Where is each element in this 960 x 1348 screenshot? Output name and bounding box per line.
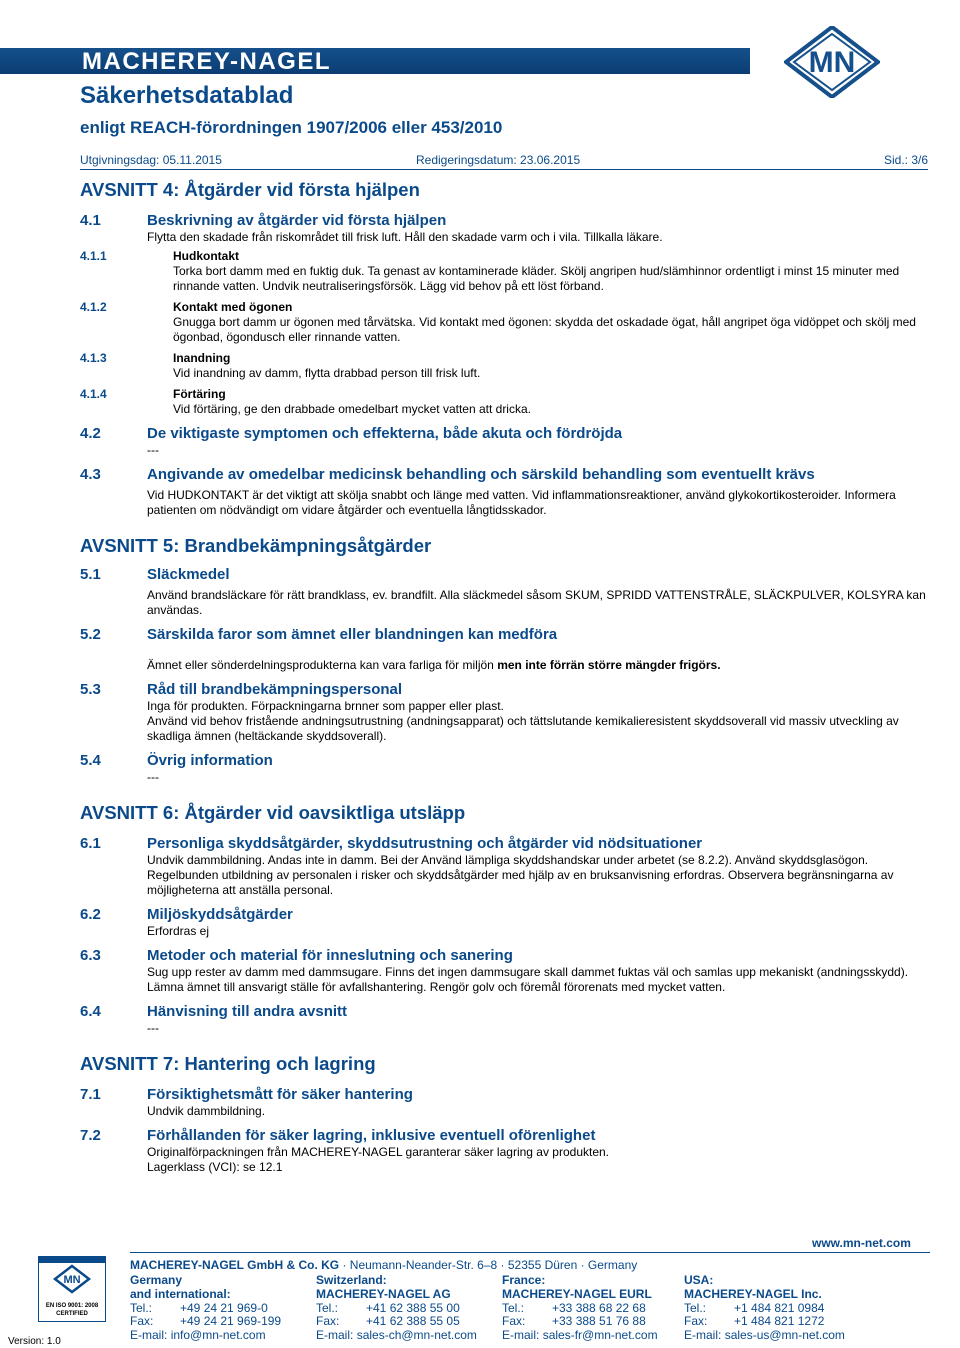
- section-text: Sug upp rester av damm med dammsugare. Finns det ingen dammsugare skall dammet fuktas väl och samlas upp mekaniskt (andningsskydd). Lämna ämnet till ansvarigt ställe för avfallshantering. Rengör golv och föremål förorenats med mycket vatten.: [147, 965, 909, 994]
- section-5-2: [80, 626, 928, 673]
- company-street: · Neumann-Neander-Str. 6–8 · 52355 Düren · Germany: [339, 1258, 638, 1272]
- section-text: Flytta den skadade från riskområdet till frisk luft. Håll den skadade varm och i vila. Tillkalla läkare.: [147, 230, 663, 244]
- section-title: Hänvisning till andra avsnitt: [147, 1003, 348, 1020]
- fax-value: +1 484 821 1272: [734, 1314, 825, 1329]
- fax-label: Fax:: [684, 1314, 708, 1329]
- page-number: Sid.: 3/6: [883, 153, 928, 167]
- email-link[interactable]: info@mn-net.com: [170, 1328, 266, 1343]
- section-number: 4.1: [80, 212, 101, 229]
- section-number: 6.2: [80, 906, 101, 923]
- fax-value: +33 388 51 76 88: [552, 1314, 646, 1329]
- company-name: MACHEREY-NAGEL GmbH & Co. KG: [130, 1258, 340, 1272]
- section-6-2: [80, 906, 928, 939]
- phone-value: +49 24 21 969-0: [180, 1300, 268, 1315]
- section-5-3: [80, 681, 928, 744]
- section-number: 7.1: [80, 1086, 101, 1103]
- document-subtitle: enligt REACH-förordningen 1907/2006 eller 453/2010: [80, 118, 503, 137]
- section-title: Övrig information: [147, 752, 273, 769]
- fax-value: +49 24 21 969-199: [180, 1314, 282, 1329]
- contact-subheading: MACHEREY-NAGEL Inc.: [684, 1286, 822, 1301]
- document-title: Säkerhetsdatablad: [80, 82, 294, 109]
- section-5-4: [80, 752, 928, 785]
- section-6-3: [80, 947, 928, 995]
- section-number: 6.4: [80, 1003, 101, 1020]
- section-number: 6.3: [80, 947, 101, 964]
- section-number: 4.2: [80, 425, 101, 442]
- subsection-title: Förtäring: [173, 387, 226, 401]
- section-number: 5.1: [80, 566, 101, 583]
- section-text: Lagerklass (VCI): se 12.1: [147, 1160, 283, 1174]
- brand-band: [0, 48, 750, 74]
- contact-subheading: and international:: [130, 1286, 231, 1301]
- section-6-4: [80, 1003, 928, 1036]
- contact-subheading: MACHEREY-NAGEL EURL: [502, 1286, 652, 1301]
- subsection-text: Vid inandning av damm, flytta drabbad person till frisk luft.: [173, 366, 481, 380]
- section-7-2: [80, 1127, 928, 1175]
- contact-email: [130, 1329, 281, 1343]
- section-text: Vid HUDKONTAKT är det viktigt att skölja snabbt och länge med vatten. Vid inflammationsreaktioner, använd glykokortikosteroider. Informera patienten om nödvändigt om vidare åtgärder och eventuella långtidsskador.: [147, 488, 896, 517]
- contact-heading: Switzerland:: [316, 1273, 387, 1287]
- section-number: 5.4: [80, 752, 101, 769]
- section-text: ---: [147, 770, 159, 784]
- section-4-3: [80, 466, 928, 518]
- iso-certificate-badge: [38, 1256, 106, 1322]
- section-number: 4.3: [80, 466, 101, 483]
- email-label: E-mail:: [130, 1328, 168, 1343]
- contact-phone: [130, 1302, 281, 1316]
- section-text: [147, 658, 928, 673]
- subsection-text: Gnugga bort damm ur ögonen med tårvätska. Vid kontakt med ögonen: skydda det oskadade ögat, håll angripet öga vidöppet och skölj med ögonbad, ögondusch eller rinnande vatten.: [173, 315, 916, 344]
- section-7-heading: AVSNITT 7: Hantering och lagring: [80, 1053, 376, 1074]
- version-label: Version: 1.0: [8, 1336, 61, 1347]
- phone-label: Tel.:: [130, 1300, 153, 1315]
- section-text: Erfordras ej: [147, 924, 210, 938]
- section-7-1: [80, 1086, 928, 1119]
- subsection-title: Kontakt med ögonen: [173, 300, 293, 314]
- contact-fax: [130, 1315, 281, 1329]
- contact-heading: Germany: [130, 1273, 183, 1287]
- phone-label: Tel.:: [316, 1300, 339, 1315]
- section-title: Angivande av omedelbar medicinsk behandling och särskild behandling som eventuellt krävs: [147, 466, 815, 483]
- section-title: Miljöskyddsåtgärder: [147, 906, 293, 923]
- fax-label: Fax:: [316, 1314, 340, 1329]
- contact-email: [316, 1329, 477, 1343]
- section-number: 6.1: [80, 835, 101, 852]
- subsection-title: Hudkontakt: [173, 249, 239, 263]
- email-link[interactable]: sales-ch@mn-net.com: [356, 1328, 477, 1343]
- section-text: Undvik dammbildning.: [147, 1104, 266, 1118]
- section-4-1-1: [80, 249, 928, 294]
- section-number: 5.3: [80, 681, 101, 698]
- fax-value: +41 62 388 55 05: [366, 1314, 460, 1329]
- section-title: Försiktighetsmått för säker hantering: [147, 1086, 413, 1103]
- section-text: ---: [147, 443, 159, 457]
- section-4-1-4: [80, 387, 928, 417]
- section-text: Använd brandsläckare för rätt brandklass, ev. brandfilt. Alla släckmedel såsom SKUM, SPRIDD VATTENSTRÅLE, SLÄCKPULVER, KOLSYRA kan användas.: [147, 588, 926, 617]
- section-text-regular: Ämnet eller sönderdelningsprodukterna kan vara farliga för miljön: [147, 658, 498, 672]
- phone-value: +1 484 821 0984: [734, 1300, 825, 1315]
- contact-germany: [130, 1274, 281, 1343]
- subsection-number: 4.1.2: [80, 300, 107, 314]
- section-text: Originalförpackningen från MACHEREY-NAGEL garanterar säker lagring av produkten.: [147, 1145, 610, 1159]
- contact-fax: [502, 1315, 658, 1329]
- phone-label: Tel.:: [502, 1300, 525, 1315]
- fax-label: Fax:: [130, 1314, 154, 1329]
- certificate-logo-text: MN: [63, 1274, 81, 1286]
- section-title: Personliga skyddsåtgärder, skyddsutrustning och åtgärder vid nödsituationer: [147, 835, 703, 852]
- certificate-text: [39, 1302, 105, 1318]
- email-link[interactable]: sales-fr@mn-net.com: [542, 1328, 658, 1343]
- certificate-logo-icon: [39, 1257, 105, 1297]
- section-title: Beskrivning av åtgärder vid första hjälpen: [147, 212, 447, 229]
- email-label: E-mail:: [316, 1328, 354, 1343]
- email-label: E-mail:: [502, 1328, 540, 1343]
- mn-logo-icon: [784, 26, 880, 98]
- email-link[interactable]: sales-us@mn-net.com: [724, 1328, 845, 1343]
- contact-france: [502, 1274, 658, 1343]
- brand-name: MACHEREY-NAGEL: [82, 48, 332, 75]
- section-4-1-2: [80, 300, 928, 345]
- subsection-number: 4.1.4: [80, 387, 107, 401]
- email-label: E-mail:: [684, 1328, 722, 1343]
- contact-fax: [316, 1315, 477, 1329]
- section-text: Inga för produkten. Förpackningarna brnner som papper eller plast.: [147, 699, 504, 713]
- section-title: Förhållanden för säker lagring, inklusive eventuell oförenlighet: [147, 1127, 596, 1144]
- contact-subheading: MACHEREY-NAGEL AG: [316, 1286, 451, 1301]
- company-address: [130, 1258, 637, 1272]
- contact-heading: USA:: [684, 1273, 714, 1287]
- subsection-number: 4.1.3: [80, 351, 107, 365]
- section-text-bold: men inte förrän större mängder frigörs.: [497, 658, 721, 672]
- certificate-label: CERTIFIED: [56, 1311, 88, 1317]
- section-5-heading: AVSNITT 5: Brandbekämpningsåtgärder: [80, 535, 432, 556]
- issue-date: Utgivningsdag: 05.11.2015: [80, 153, 222, 167]
- revision-date: Redigeringsdatum: 23.06.2015: [416, 153, 581, 167]
- contact-fax: [684, 1315, 845, 1329]
- footer: [0, 1236, 960, 1348]
- document-body: [80, 178, 928, 1175]
- contact-heading: France:: [502, 1273, 546, 1287]
- logo-text: MN: [808, 46, 856, 79]
- subsection-text: Torka bort damm med en fuktig duk. Ta genast av kontaminerade kläder. Skölj angripen hud/slämhinnor ordentligt i minst 15 minuter med rinnande vatten. Undvik neutraliseringsförsök. Lägg vid behov på ett löst förband.: [173, 264, 900, 293]
- contact-email: [684, 1329, 845, 1343]
- contact-email: [502, 1329, 658, 1343]
- contact-phone: [502, 1302, 658, 1316]
- section-text: ---: [147, 1021, 159, 1035]
- section-4-1: [80, 212, 928, 245]
- section-number: 5.2: [80, 626, 101, 643]
- section-6-heading: AVSNITT 6: Åtgärder vid oavsiktliga utsläpp: [80, 802, 466, 823]
- section-number: 7.2: [80, 1127, 101, 1144]
- footer-divider: [130, 1252, 930, 1253]
- section-6-1: [80, 835, 928, 898]
- section-4-2: [80, 425, 928, 458]
- fax-label: Fax:: [502, 1314, 526, 1329]
- section-text: Undvik dammbildning. Andas inte in damm. Bei der Använd lämpliga skyddshandskar under arbetet (se 8.2.2). Använd skyddsglasögon. Regelbunden utbildning av personalen i risker och skyddsåtgärder med hjälp av en bruksanvisning erfordras. Observera begränsningarna av möjligheterna att anställa personal.: [147, 853, 894, 897]
- contact-phone: [684, 1302, 845, 1316]
- section-text: Använd vid behov fristående andningsutrustning (andningsapparat) och tättslutande kemikalieresistent skyddsoverall vid massiv utveckling av skadliga ämnen (heltäckande skyddsoverall).: [147, 714, 899, 743]
- section-title: Metoder och material för inneslutning och sanering: [147, 947, 513, 964]
- subsection-title: Inandning: [173, 351, 231, 365]
- subsection-text: Vid förtäring, ge den drabbade omedelbart mycket vatten att dricka.: [173, 402, 531, 416]
- website-link[interactable]: www.mn-net.com: [812, 1236, 911, 1250]
- section-title: Råd till brandbekämpningspersonal: [147, 681, 403, 698]
- phone-value: +41 62 388 55 00: [366, 1300, 460, 1315]
- certificate-standard: EN ISO 9001: 2008: [45, 1303, 99, 1309]
- contact-phone: [316, 1302, 477, 1316]
- header: [0, 22, 960, 79]
- section-5-1: [80, 566, 928, 618]
- section-title: Särskilda faror som ämnet eller blandningen kan medföra: [147, 626, 558, 643]
- section-4-1-3: [80, 351, 928, 381]
- subsection-number: 4.1.1: [80, 249, 107, 263]
- section-title: Släckmedel: [147, 566, 230, 583]
- contact-usa: [684, 1274, 845, 1343]
- section-title: De viktigaste symptomen och effekterna, både akuta och fördröjda: [147, 425, 623, 442]
- section-4-heading: AVSNITT 4: Åtgärder vid första hjälpen: [80, 179, 420, 200]
- phone-label: Tel.:: [684, 1300, 707, 1315]
- contact-switzerland: [316, 1274, 477, 1343]
- phone-value: +33 388 68 22 68: [552, 1300, 646, 1315]
- header-divider: [80, 169, 928, 170]
